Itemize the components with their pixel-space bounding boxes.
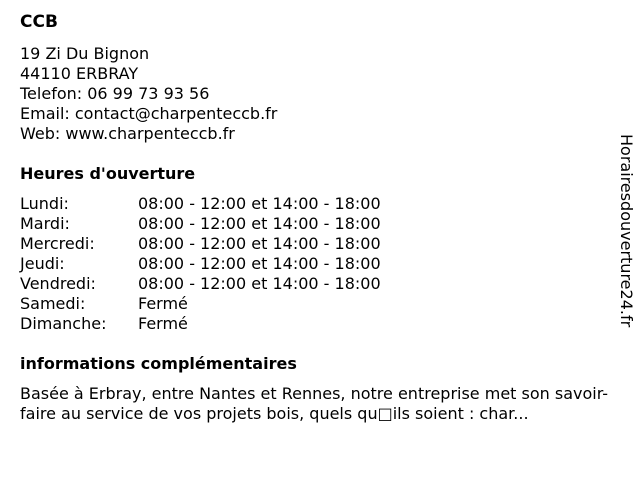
day-label: Lundi:: [20, 194, 69, 213]
day-label: Samedi:: [20, 294, 86, 313]
day-hours: Fermé: [138, 314, 188, 333]
hours-row-wednesday: [20, 234, 381, 254]
hours-row-sunday: [20, 314, 381, 334]
address-street: 19 Zi Du Bignon: [20, 44, 150, 63]
day-hours: 08:00 - 12:00 et 14:00 - 18:00: [138, 214, 381, 233]
info-description: Basée à Erbray, entre Nantes et Rennes, notre entreprise met son savoir-faire au service de vos projets bois, quels qu□ils soient : char...: [20, 384, 609, 423]
website: Web: www.charpenteccb.fr: [20, 124, 235, 143]
email-address: Email: contact@charpenteccb.fr: [20, 104, 278, 123]
day-label: Jeudi:: [20, 254, 65, 273]
day-label: Mardi:: [20, 214, 70, 233]
day-label: Mercredi:: [20, 234, 95, 253]
day-hours: 08:00 - 12:00 et 14:00 - 18:00: [138, 234, 381, 253]
day-label: Dimanche:: [20, 314, 107, 333]
hours-heading: Heures d'ouverture: [20, 164, 196, 183]
info-heading: informations complémentaires: [20, 354, 297, 373]
hours-row-monday: [20, 194, 381, 214]
hours-row-saturday: [20, 294, 381, 314]
site-watermark: Horairesdouverture24.fr: [617, 134, 636, 328]
phone-number: Telefon: 06 99 73 93 56: [20, 84, 210, 103]
hours-row-thursday: [20, 254, 381, 274]
day-hours: Fermé: [138, 294, 188, 313]
address-city: 44110 ERBRAY: [20, 64, 139, 83]
contact-block: [20, 44, 277, 144]
business-name: CCB: [20, 12, 58, 32]
opening-hours-table: [20, 194, 381, 334]
hours-row-tuesday: [20, 214, 381, 234]
day-label: Vendredi:: [20, 274, 96, 293]
day-hours: 08:00 - 12:00 et 14:00 - 18:00: [138, 254, 381, 273]
day-hours: 08:00 - 12:00 et 14:00 - 18:00: [138, 194, 381, 213]
hours-row-friday: [20, 274, 381, 294]
day-hours: 08:00 - 12:00 et 14:00 - 18:00: [138, 274, 381, 293]
